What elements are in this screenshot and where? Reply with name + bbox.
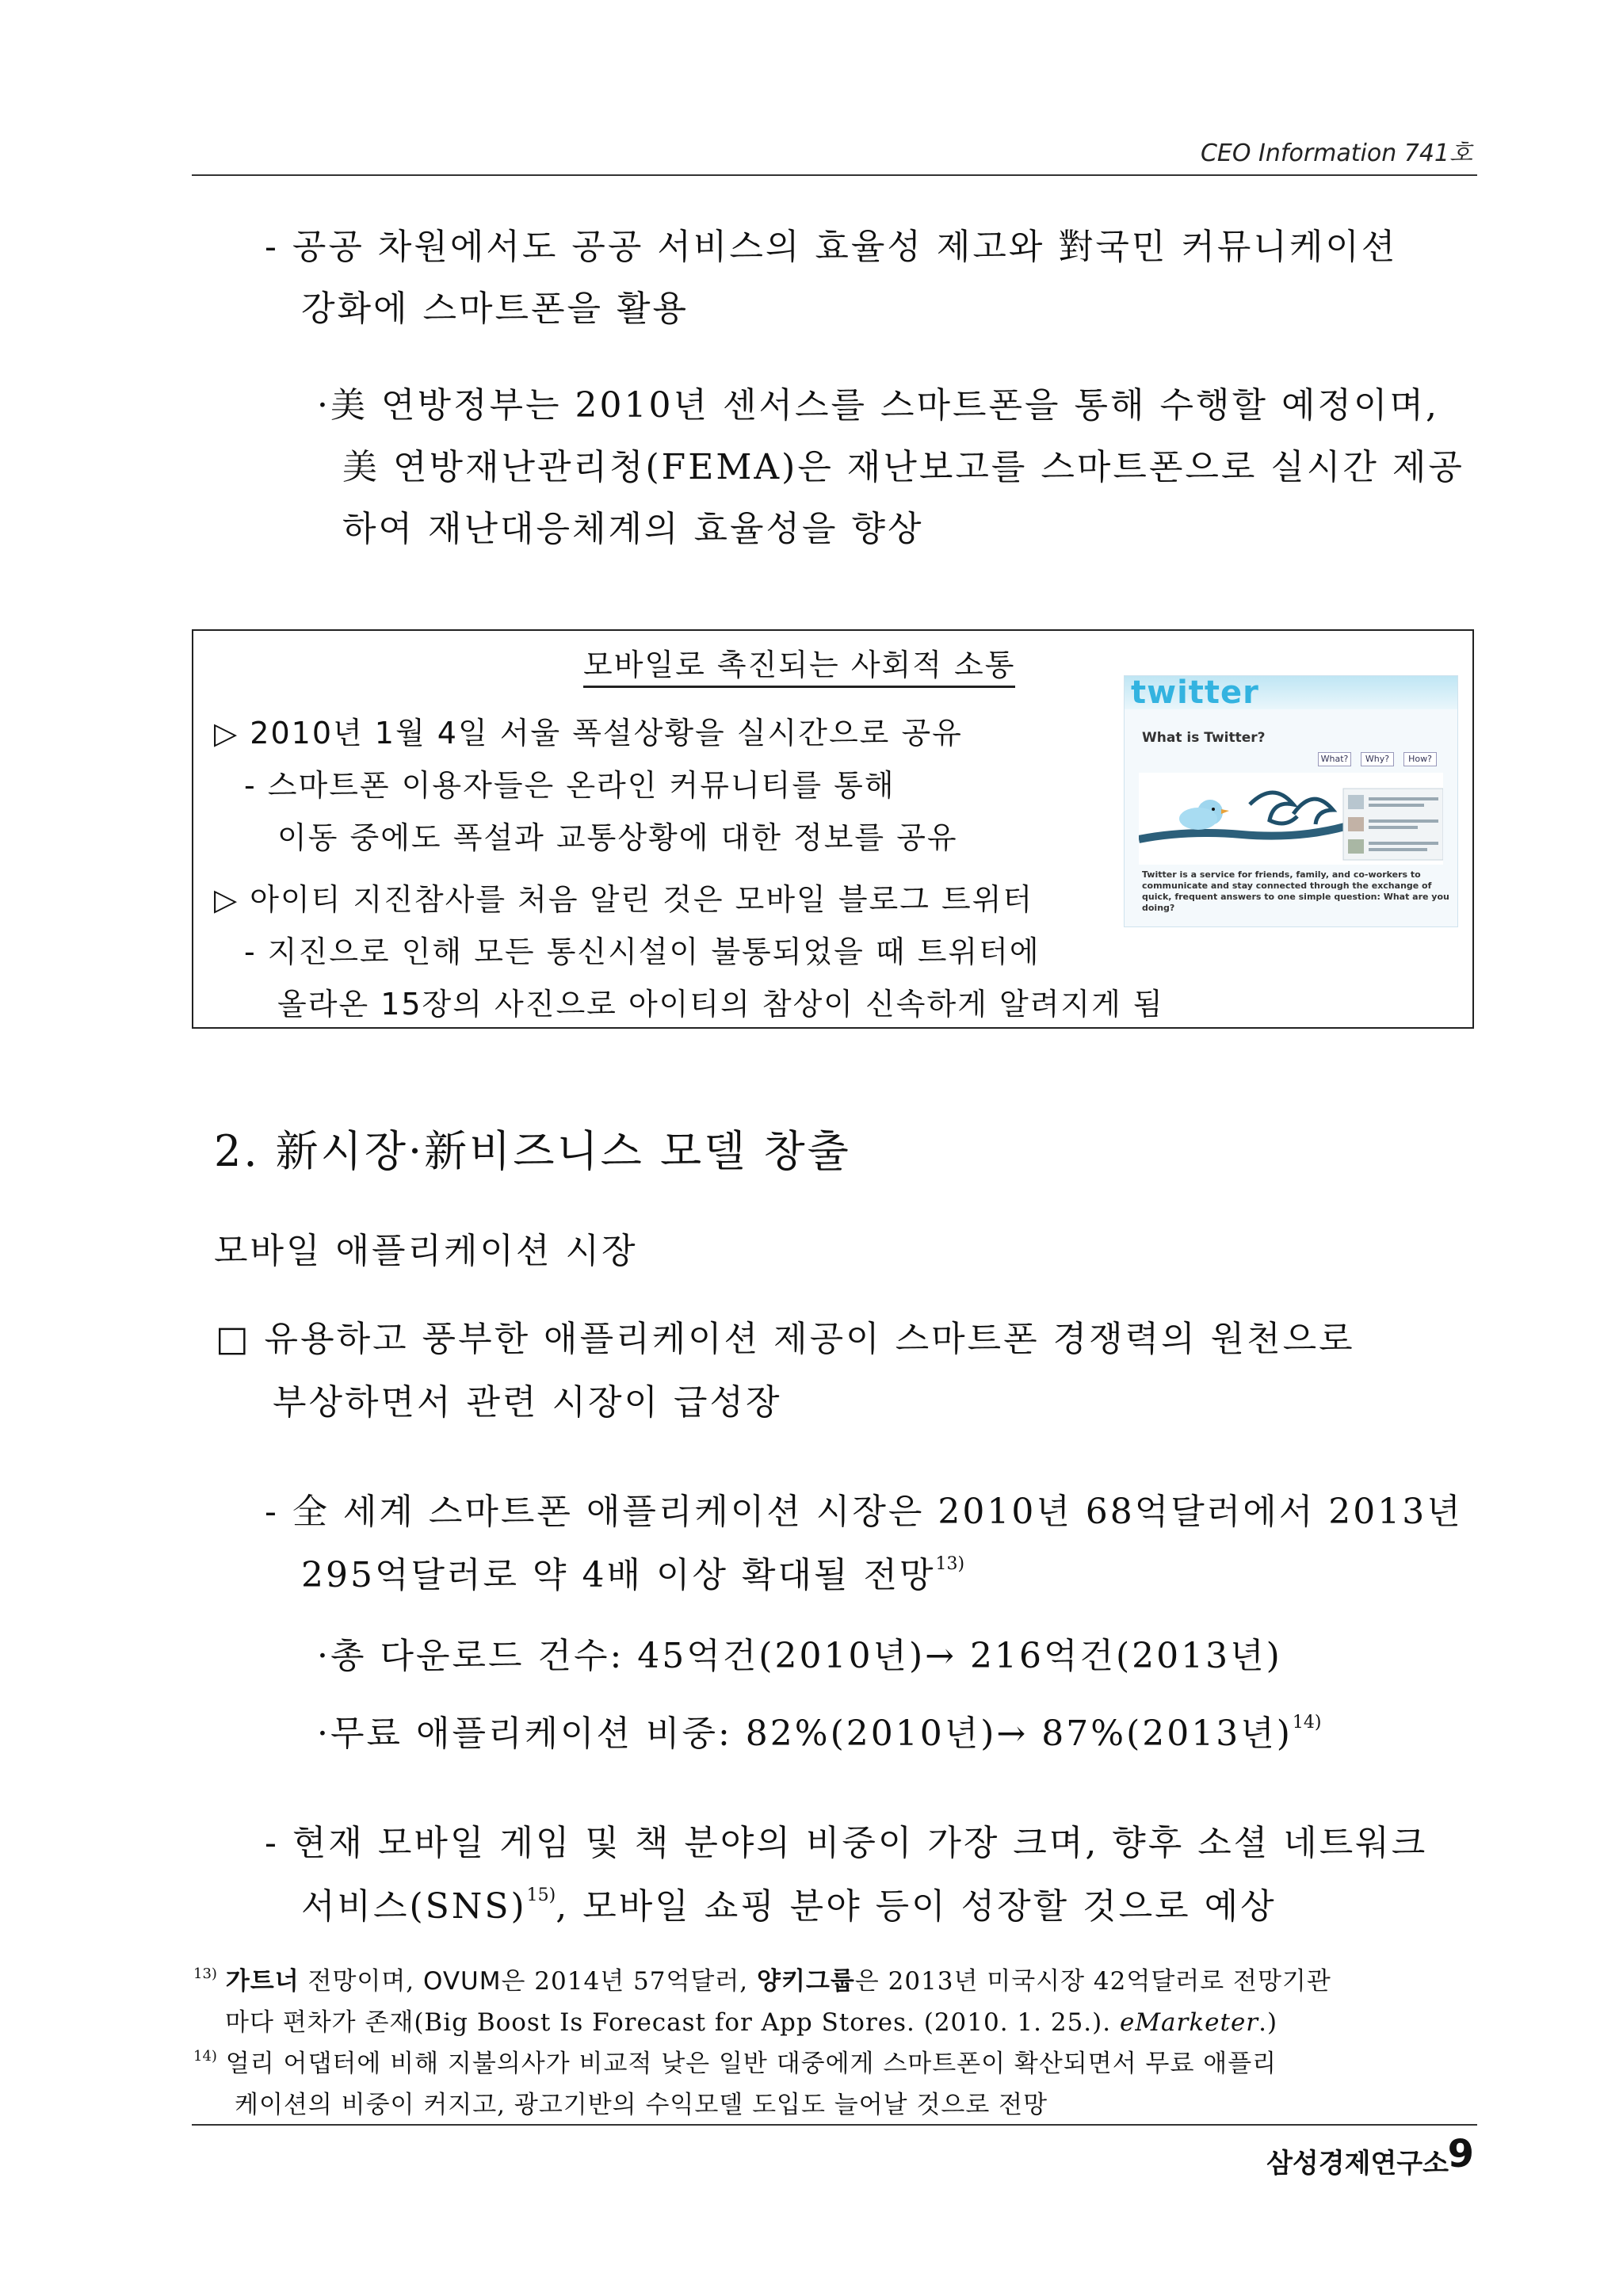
footnote-text: 전망이며, <box>299 1967 423 1996</box>
dash-bullet-text: , 모바일 쇼핑 분야 등이 성장할 것으로 예상 <box>556 1886 1277 1927</box>
dot-bullet-line: 하여 재난대응체계의 효율성을 향상 <box>342 509 924 549</box>
twitter-description: Twitter is a service for friends, family, and co-workers to communicate and stay connected through the exchange of quick, frequent answers to one simple question: What are you doing? <box>1142 869 1449 913</box>
page-number: 9 <box>1447 2132 1474 2176</box>
box-item: ▷ 아이티 지진참사를 처음 알린 것은 모바일 블로그 트위터 <box>214 882 1034 917</box>
box-subitem: - 스마트폰 이용자들은 온라인 커뮤니티를 통해 <box>244 768 896 803</box>
twitter-question: What is Twitter? <box>1142 730 1266 746</box>
footnote-text: 얼리 어댑터에 비해 지불의사가 비교적 낮은 일반 대중에게 스마트폰이 확산되면서 무료 애플리 <box>225 2050 1277 2078</box>
dash-bullet-line: - 공공 차원에서도 공공 서비스의 효율성 제고와 對국민 커뮤니케이션 <box>265 227 1398 267</box>
dash-bullet-line <box>301 1555 964 1597</box>
footnote-source: eMarketer <box>1119 2008 1259 2037</box>
footnote-ref-14: 14) <box>1292 1713 1322 1733</box>
header-rule <box>192 174 1477 176</box>
box-subitem: 이동 중에도 폭설과 교통상황에 대한 정보를 공유 <box>277 820 958 855</box>
box-subitem: - 지진으로 인해 모든 통신시설이 불통되었을 때 트위터에 <box>244 934 1041 969</box>
footnote-text: 은 2013년 미국시장 42억달러로 전망기관 <box>854 1967 1331 1996</box>
dash-bullet-line: - 全 세계 스마트폰 애플리케이션 시장은 2010년 68억달러에서 2013년 <box>265 1492 1463 1532</box>
footnote-mark: 13) <box>193 1966 217 1982</box>
footnote-13-line2 <box>225 2002 1277 2038</box>
footnote-14 <box>193 2043 1277 2079</box>
dot-bullet-line: ·美 연방정부는 2010년 센서스를 스마트폰을 통해 수행할 예정이며, <box>317 385 1439 426</box>
dash-bullet-text: 서비스(SNS) <box>301 1886 527 1927</box>
twitter-screenshot <box>1124 675 1458 927</box>
dash-bullet-line <box>301 1886 1277 1928</box>
footnote-text: 마다 편차가 존재(Big Boost Is Forecast for App Stores. (2010. 1. 25.). <box>225 2008 1120 2037</box>
footer-rule <box>192 2124 1477 2126</box>
twitter-why-button: Why? <box>1361 752 1394 766</box>
box-item: ▷ 2010년 1월 4일 서울 폭설상황을 실시간으로 공유 <box>214 716 963 751</box>
dot-bullet-text: ·무료 애플리케이션 비중: 82%(2010년)→ 87%(2013년) <box>317 1713 1293 1754</box>
dash-bullet-text: 295억달러로 약 4배 이상 확대될 전망 <box>301 1555 936 1595</box>
footnote-org-ovum: OVUM <box>423 1967 502 1996</box>
section-heading: 2. 新시장·新비즈니스 모델 창출 <box>214 1126 851 1176</box>
footnote-org-gartner: 가트너 <box>225 1967 300 1996</box>
box-title: 모바일로 촉진되는 사회적 소통 <box>583 640 1015 688</box>
dash-bullet-line: 강화에 스마트폰을 활용 <box>301 288 689 329</box>
footnote-mark: 14) <box>193 2048 217 2065</box>
bird-icon <box>1139 773 1443 865</box>
footnote-ref-15: 15) <box>526 1885 556 1905</box>
square-bullet-line: □ 유용하고 풍부한 애플리케이션 제공이 스마트폰 경쟁력의 원천으로 <box>216 1319 1355 1359</box>
header-title: CEO Information 741호 <box>1200 139 1472 167</box>
footnote-ref-13: 13) <box>935 1554 965 1574</box>
dot-bullet-line <box>317 1713 1321 1755</box>
dot-bullet-line: 美 연방재난관리청(FEMA)은 재난보고를 스마트폰으로 실시간 제공 <box>342 447 1465 487</box>
twitter-what-button: What? <box>1318 752 1351 766</box>
footer-org: 삼성경제연구소 <box>1266 2148 1449 2179</box>
footnote-13 <box>193 1961 1331 1996</box>
footnote-14-line2: 케이션의 비중이 커지고, 광고기반의 수익모델 도입도 늘어날 것으로 전망 <box>235 2091 1048 2119</box>
section-subheading: 모바일 애플리케이션 시장 <box>214 1231 638 1271</box>
dash-bullet-line: - 현재 모바일 게임 및 책 분야의 비중이 가장 크며, 향후 소셜 네트워크 <box>265 1823 1428 1863</box>
twitter-how-button: How? <box>1403 752 1437 766</box>
footnote-text: .) <box>1258 2008 1278 2037</box>
twitter-logo: twitter <box>1131 675 1259 711</box>
dot-bullet-line: ·총 다운로드 건수: 45억건(2010년)→ 216억건(2013년) <box>317 1636 1282 1676</box>
box-subitem: 올라온 15장의 사진으로 아이티의 참상이 신속하게 알려지게 됨 <box>277 987 1164 1022</box>
footnote-org-yankee: 양키그룹 <box>757 1967 855 1996</box>
twitter-bird-illustration <box>1139 773 1443 865</box>
square-bullet-line: 부상하면서 관련 시장이 급성장 <box>273 1382 782 1423</box>
footnote-text: 은 2014년 57억달러, <box>501 1967 757 1996</box>
